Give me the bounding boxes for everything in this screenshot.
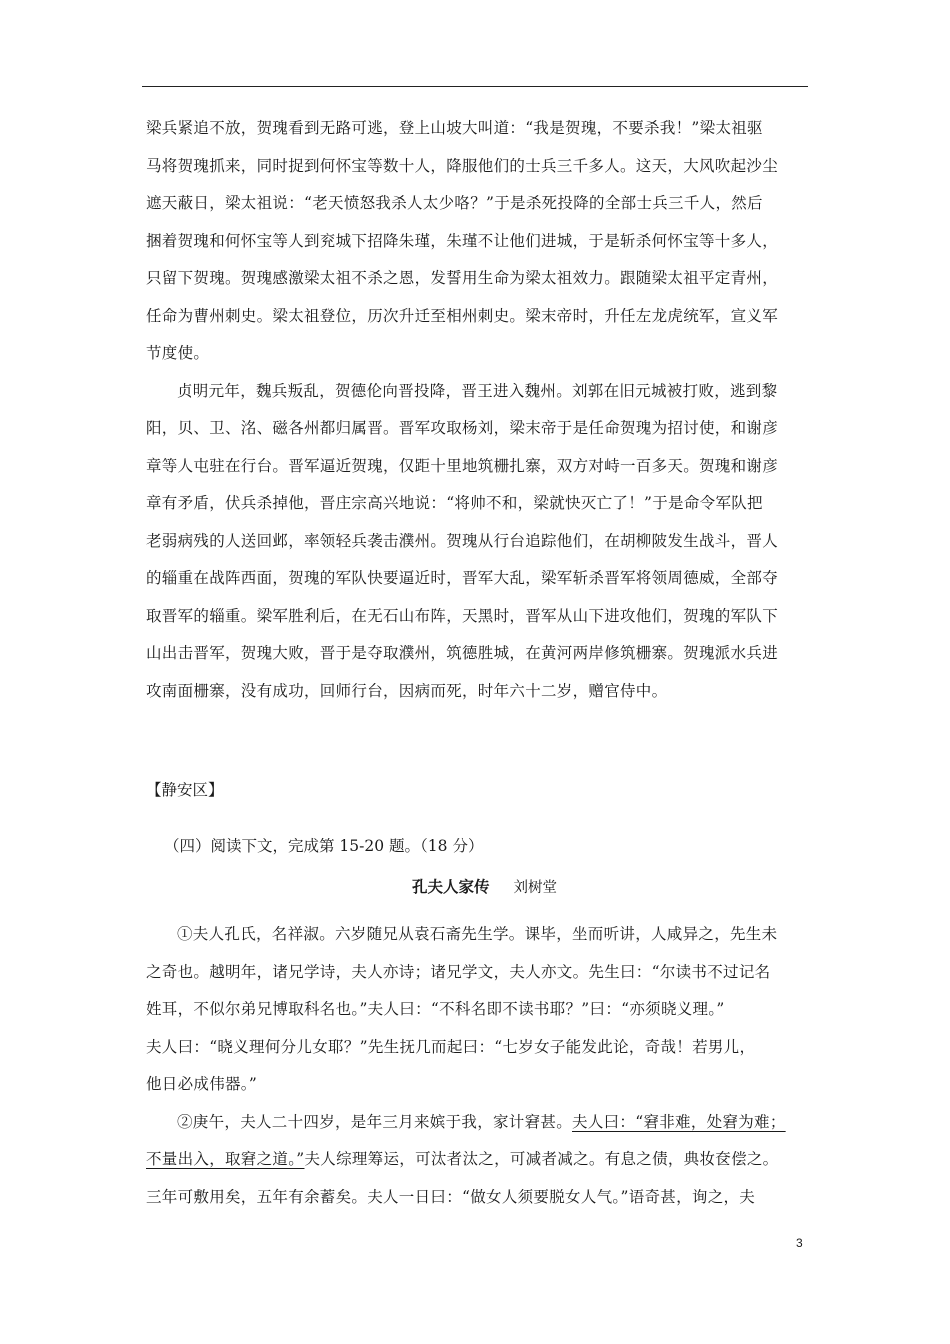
text-line: 阳，贝、卫、洺、磁各州都归属晋。晋军攻取杨刘，梁末帝于是任命贺瑰为招讨使，和谢彦: [146, 419, 779, 437]
text-line: 他日必成伟器。”: [146, 1075, 258, 1093]
article-author: 刘树堂: [513, 880, 558, 896]
text-line: 夫人曰：“晓义理何分儿女耶？”先生抚几而起曰：“七岁女子能发此论，奇哉！若男儿，: [146, 1037, 756, 1056]
page-number: 3: [796, 1236, 803, 1250]
text-line: ①夫人孔氏，名祥淑。六岁随兄从袁石斋先生学。课毕，坐而听讲，人咸异之，先生未: [177, 925, 778, 943]
text-line: 章有矛盾，伏兵杀掉他，晋庄宗高兴地说：“将帅不和，梁就快灭亡了！”于是命令军队把: [146, 494, 763, 512]
text-line: 三年可敷用矣，五年有余蓄矣。夫人一日曰：“做女人须要脱女人气。”语奇甚，询之，夫: [146, 1187, 756, 1206]
passage-classical: [146, 916, 810, 1216]
text-line: [146, 1104, 810, 1142]
text-line: 捆着贺瑰和何怀宝等人到兖城下招降朱瑾，朱瑾不让他们进城，于是斩杀何怀宝等十多人，: [146, 231, 779, 250]
underlined-sentence: 夫人曰：“窘非难，处窘为难；: [572, 1112, 786, 1131]
text-line: 任命为曹州刺史。梁太祖登位，历次升迁至相州刺史。梁末帝时，升任左龙虎统军，宣义军: [146, 306, 779, 325]
text-line: 贞明元年，魏兵叛乱，贺德伦向晋投降，晋王进入魏州。刘郭在旧元城被打败，逃到黎: [177, 381, 778, 400]
text-line: 老弱病残的人送回邺，率领轻兵袭击濮州。贺瑰从行台追踪他们，在胡柳陂发生战斗，晋人: [146, 531, 779, 550]
text-line: 姓耳，不似尔弟兄博取科名也。”夫人曰：“不科名即不读书耶？”曰：“亦须晓义理。”: [146, 1000, 725, 1018]
question-instruction: （四）阅读下文，完成第 15-20 题。（18 分）: [164, 837, 484, 855]
text-line: 之奇也。越明年，诸兄学诗，夫人亦诗；诸兄学文，夫人亦文。先生曰：“尔读书不过记名: [146, 962, 771, 981]
text-line: 章等人屯驻在行台。晋军逼近贺瑰，仅距十里地筑栅扎寨，双方对峙一百多天。贺瑰和谢彦: [146, 456, 779, 475]
text-line: 山出击晋军，贺瑰大败，晋于是夺取濮州，筑德胜城，在黄河两岸修筑栅寨。贺瑰派水兵进: [146, 644, 779, 662]
section-heading: 【静安区】: [146, 781, 224, 799]
text-line: 节度使。: [146, 344, 210, 362]
text-line: 攻南面栅寨，没有成功，回师行台，因病而死，时年六十二岁，赠官侍中。: [146, 681, 668, 700]
text-segment: ②庚午，夫人二十四岁，是年三月来嫔于我，家计窘甚。: [177, 1112, 573, 1131]
article-title-row: [412, 875, 557, 897]
passage-translation: [146, 110, 810, 710]
text-line: 遮天蔽日，梁太祖说：“老天愤怒我杀人太少咯？”于是杀死投降的全部士兵三千人，然后: [146, 194, 763, 212]
text-line: 只留下贺瑰。贺瑰感激梁太祖不杀之恩，发誓用生命为梁太祖效力。跟随梁太祖平定青州，: [146, 269, 779, 287]
article-title: 孔夫人家传: [412, 877, 490, 896]
header-rule: [142, 86, 808, 87]
text-line: 马将贺瑰抓来，同时捉到何怀宝等数十人，降服他们的士兵三千多人。这天，大风吹起沙尘: [146, 156, 779, 175]
text-line: 取晋军的辎重。梁军胜利后，在无石山布阵，天黑时，晋军从山下进攻他们，贺瑰的军队下: [146, 606, 779, 625]
text-segment: 夫人综理筹运，可汰者汰之，可减者减之。有息之债，典妆奁偿之。: [304, 1150, 779, 1168]
underlined-sentence: 不量出入，取窘之道。”: [146, 1150, 305, 1168]
text-line: [146, 1141, 810, 1179]
text-line: 的辎重在战阵西面，贺瑰的军队快要逼近时，晋军大乱，梁军斩杀晋军将领周德威，全部夺: [146, 569, 779, 587]
text-line: 梁兵紧追不放，贺瑰看到无路可逃，登上山坡大叫道：“我是贺瑰，不要杀我！”梁太祖驱: [146, 119, 763, 137]
